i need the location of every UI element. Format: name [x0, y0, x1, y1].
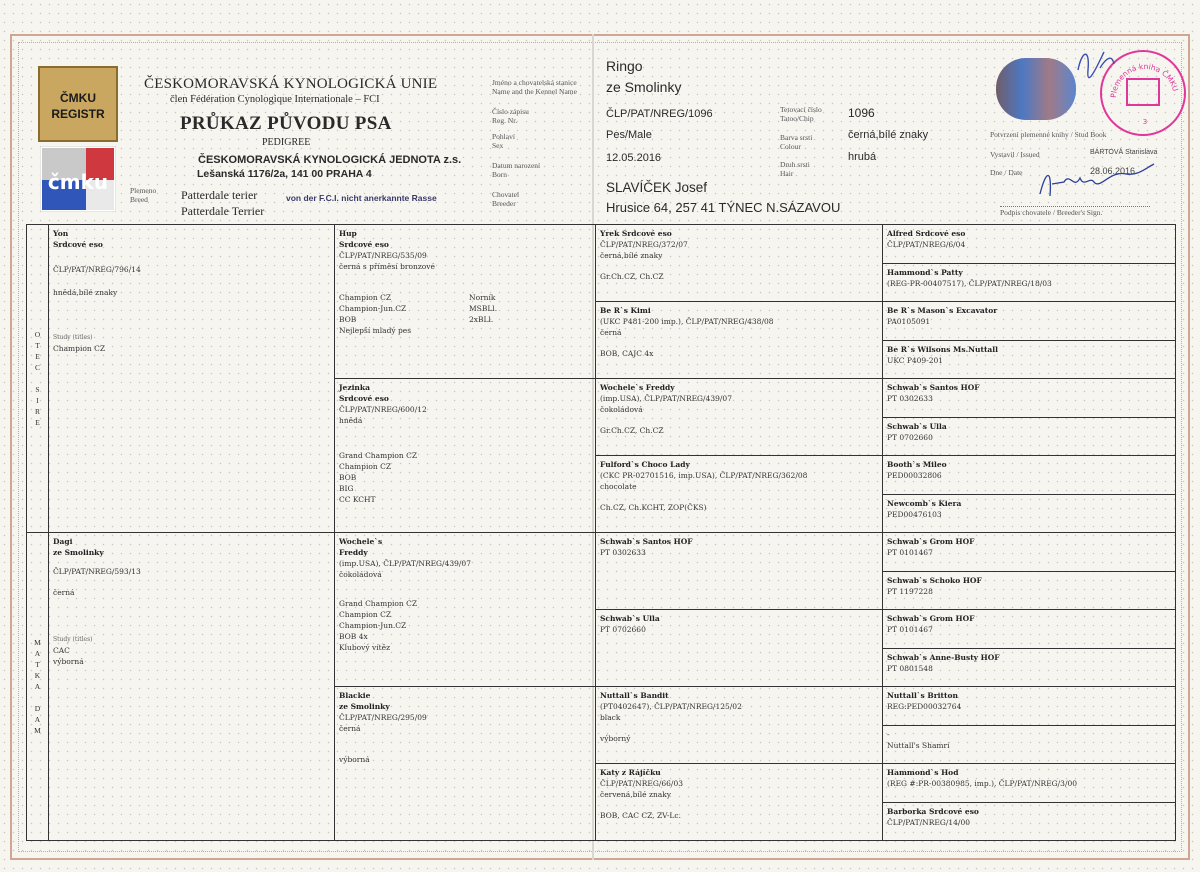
pedigree-table: [26, 224, 1176, 841]
gen4-cell-10: [883, 610, 1176, 649]
gen2-2-title-2: Champion-Jun.CZ: [339, 621, 407, 630]
gen3-1-colour: černá: [600, 328, 622, 337]
sire-name1: Yon: [53, 229, 69, 238]
gen2-2-name1: Wochele`s: [339, 537, 383, 546]
gen4-cell-9: [883, 571, 1176, 610]
gen4-10-reg: PT 0101467: [887, 625, 933, 634]
gen4-cell-13: [883, 725, 1176, 764]
sire-reg: ČLP/PAT/NREG/796/14: [53, 265, 141, 274]
dam-side-label: [27, 533, 49, 841]
gen2-cell-1: [335, 379, 596, 533]
gen3-1-titles: BOB, CAJC 4x: [600, 349, 654, 358]
sire-colour: hnědá,bílé znaky: [53, 288, 118, 297]
gen3-7-reg: ČLP/PAT/NREG/66/03: [600, 779, 684, 788]
gen4-8-reg: PT 0101467: [887, 548, 933, 557]
gen4-2-reg: PA0105091: [887, 317, 931, 326]
label-date: Dne / Date: [990, 168, 1023, 177]
gen2-cell-3: [335, 687, 596, 841]
gen2-3-reg: ČLP/PAT/NREG/295/09: [339, 713, 427, 722]
org-name: ČESKOMORAVSKÁ KYNOLOGICKÁ UNIE: [144, 76, 438, 92]
label-breeder-en: Breeder: [492, 199, 516, 208]
gen4-15-reg: ČLP/PAT/NREG/14/00: [887, 817, 971, 827]
sire-letter: E: [35, 418, 40, 427]
gen4-2-name: Be R`s Mason`s Excavator: [887, 306, 998, 315]
dam-reg: ČLP/PAT/NREG/593/13: [53, 567, 141, 576]
gen4-cell-0: [883, 225, 1176, 264]
gen2-cell-2: [335, 533, 596, 687]
cmku-logo: [40, 146, 116, 212]
gen4-cell-1: [883, 263, 1176, 302]
dam-letter: A: [34, 715, 41, 724]
gen3-3-titles: Ch.CZ, Ch.KCHT, ZOP(ČKS): [600, 503, 707, 512]
dam-titles-2: výborná: [53, 657, 84, 666]
gen4-0-reg: ČLP/PAT/NREG/6/04: [887, 240, 966, 249]
label-tattoo-cz: Tetovací číslo: [780, 105, 822, 114]
fci-member: člen Fédération Cynologique Internationale – FCI: [170, 94, 380, 105]
gen2-1-colour: hnědá: [339, 416, 363, 425]
gen3-0-colour: černá,bílé znaky: [600, 251, 663, 260]
badge-line-1: ČMKU: [60, 91, 96, 105]
dam-letter: A: [34, 682, 41, 691]
gen2-2-title-4: Klubový vítěz: [339, 643, 391, 652]
gen3-0-titles: Gr.Ch.CZ, Ch.CZ: [600, 272, 664, 281]
gen3-6-colour: black: [600, 713, 621, 722]
gen2-2-name2: Freddy: [339, 548, 368, 557]
label-studbook: Potvrzení plemenné knihy / Stud Book: [990, 130, 1107, 139]
sire-letter: E: [35, 352, 40, 361]
gen2-0-title-0: Champion CZ: [339, 293, 392, 302]
sire-letter: C: [34, 363, 40, 372]
dog-born: 12.05.2016: [606, 152, 662, 164]
stamp-signature: [1070, 40, 1120, 90]
gen4-11-reg: PT 0801548: [887, 663, 933, 673]
gen2-0-name1: Hup: [339, 229, 357, 238]
gen2-1-title-2: BOB: [339, 473, 357, 482]
sire-letter: S: [35, 385, 40, 394]
gen2-3-title-0: výborná: [339, 755, 370, 764]
gen3-2-titles: Gr.Ch.CZ, Ch.CZ: [600, 426, 664, 435]
label-hair-en: Hair: [780, 169, 794, 178]
label-name-cz: Jméno a chovatelská stanice: [492, 78, 577, 87]
breeder-address: Hrusice 64, 257 41 TÝNEC N.SÁZAVOU: [606, 200, 841, 215]
gen4-cell-4: [883, 379, 1176, 418]
label-hair-cz: Druh srsti: [780, 160, 810, 169]
gen2-1-title-4: CC KCHT: [339, 495, 376, 504]
gen2-3-colour: černá: [339, 724, 361, 733]
label-colour-cz: Barva srsti: [780, 133, 813, 142]
gen2-1-title-1: Champion CZ: [339, 462, 392, 471]
badge-line-2: REGISTR: [51, 107, 105, 121]
sire-letter: [27, 373, 48, 384]
gen3-3-name: Fulford`s Choco Lady: [600, 460, 690, 469]
issued-by: BÁRTOVÁ Stanislava: [1090, 149, 1158, 156]
dam-letter: M: [34, 638, 41, 647]
label-born-en: Born: [492, 170, 507, 179]
dog-name-line2: ze Smolinky: [606, 79, 682, 95]
gen3-cell-1: [596, 302, 883, 379]
gen4-3-name: Be R`s Wilsons Ms.Nuttall: [887, 344, 998, 354]
gen4-9-reg: PT 1197228: [887, 586, 933, 596]
gen4-7-reg: PED00476103: [887, 509, 942, 519]
gen4-14-reg: (REG #:PR-00380985, imp.), ČLP/PAT/NREG/3/00: [887, 779, 1078, 788]
gen3-cell-0: [596, 225, 883, 302]
gen3-3-reg: (CKC PR-02701516, imp.USA), ČLP/PAT/NREG/362/08: [600, 471, 808, 480]
gen4-8-name: Schwab`s Grom HOF: [887, 537, 975, 546]
gen4-4-reg: PT 0302633: [887, 394, 933, 403]
sire-letters: [27, 329, 48, 428]
dam-colour: černá: [53, 588, 75, 597]
label-colour-en: Colour: [780, 142, 801, 151]
hologram-sticker: [996, 58, 1076, 120]
gen3-7-titles: BOB, CAC CZ, ZV-Lc.: [600, 811, 681, 820]
dam-name1: Dagi: [53, 537, 73, 546]
dog-colour: černá,bílé znaky: [848, 129, 929, 141]
sire-letter: O: [34, 330, 41, 339]
gen4-6-name: Booth`s Mileo: [887, 460, 947, 469]
gen4-cell-3: [883, 340, 1176, 379]
label-sex-cz: Pohlaví: [492, 132, 515, 141]
gen2-0-extra-1: MSBLl.: [469, 304, 498, 313]
label-reg-cz: Číslo zápisu: [492, 107, 529, 116]
label-breeder-sign: Podpis chovatele / Breeder's Sign.: [1000, 206, 1150, 217]
gen2-2-title-0: Grand Champion CZ: [339, 599, 418, 608]
dam-letter: M: [34, 726, 41, 735]
sire-letter: T: [35, 341, 40, 350]
gen2-2-title-3: BOB 4x: [339, 632, 368, 641]
dog-reg: ČLP/PAT/NREG/1096: [606, 108, 713, 120]
sire-titles-label: Study (titles): [53, 334, 93, 341]
gen4-9-name: Schwab`s Schoko HOF: [887, 575, 982, 585]
club-name: ČESKOMORAVSKÁ KYNOLOGICKÁ JEDNOTA z.s.: [198, 154, 462, 166]
logo-text: čmku: [47, 170, 109, 194]
gen3-7-name: Katy z Rájíčku: [600, 768, 661, 777]
dam-cell: [49, 533, 335, 841]
gen3-6-name: Nuttall`s Bandit: [600, 691, 669, 700]
gen3-cell-6: [596, 687, 883, 764]
gen3-0-reg: ČLP/PAT/NREG/372/07: [600, 240, 688, 249]
label-reg-en: Reg. Nr.: [492, 116, 518, 125]
gen4-cell-14: [883, 764, 1176, 803]
breed-label-cz: Plemeno: [130, 186, 157, 195]
gen3-cell-3: [596, 456, 883, 533]
gen4-cell-12: [883, 687, 1176, 726]
dam-titles-1: CAC: [53, 646, 70, 655]
dam-letter: T: [35, 660, 40, 669]
breed-note: von der F.C.I. nicht anerkannte Rasse: [286, 193, 437, 203]
label-born-cz: Datum narození: [492, 161, 541, 170]
gen4-7-name: Newcomb`s Kiera: [887, 498, 962, 508]
breed-en: Patterdale Terrier: [181, 204, 265, 218]
gen4-5-reg: PT 0702660: [887, 432, 933, 442]
gen3-4-name: Schwab`s Santos HOF: [600, 537, 693, 546]
dam-letter: A: [34, 649, 41, 658]
gen3-5-reg: PT 0702660: [600, 625, 646, 634]
dam-letters: [27, 637, 48, 736]
gen4-10-name: Schwab`s Grom HOF: [887, 614, 975, 623]
gen2-3-name2: ze Smolinky: [339, 702, 390, 711]
gen4-5-name: Schwab`s Ulla: [887, 421, 947, 431]
gen4-12-reg: REG:PED00032764: [887, 702, 962, 711]
gen3-2-colour: čokoládová: [600, 405, 643, 414]
gen3-4-reg: PT 0302633: [600, 548, 646, 557]
gen4-4-name: Schwab`s Santos HOF: [887, 383, 980, 392]
gen2-1-name2: Srdcové eso: [339, 394, 389, 403]
label-name-en: Name and the Kennel Name: [492, 87, 577, 96]
gen4-6-reg: PED00032806: [887, 471, 942, 480]
sire-letter: R: [34, 407, 40, 416]
gen3-7-colour: červená,bílé znaky: [600, 790, 672, 799]
sire-letter: I: [36, 396, 39, 405]
dam-name2: ze Smolinky: [53, 548, 104, 557]
cmku-registr-badge: [38, 66, 118, 142]
breeder-name: SLAVÍČEK Josef: [606, 180, 708, 195]
gen3-2-name: Wochele`s Freddy: [600, 383, 675, 392]
gen2-0-colour: černá s příměsí bronzové: [339, 262, 435, 271]
gen2-2-title-1: Champion CZ: [339, 610, 392, 619]
gen4-cell-5: [883, 417, 1176, 456]
gen4-12-name: Nuttall`s Britton: [887, 691, 958, 700]
gen3-cell-5: [596, 610, 883, 687]
gen3-0-name: Yrek Srdcové eso: [600, 229, 672, 238]
dam-titles-label: Study (titles): [53, 636, 93, 643]
dog-name-line1: Ringo: [606, 58, 643, 74]
gen3-1-name: Be R`s Kimi: [600, 306, 651, 315]
gen4-13-name: -: [887, 729, 890, 739]
gen2-0-extra-0: Norník: [469, 293, 496, 302]
gen2-0-name2: Srdcové eso: [339, 240, 389, 249]
gen4-11-name: Schwab`s Anne-Busty HOF: [887, 652, 1000, 662]
gen3-cell-4: [596, 533, 883, 610]
gen4-1-name: Hammond`s Patty: [887, 267, 963, 277]
dam-letter: D: [34, 704, 41, 713]
gen4-cell-8: [883, 533, 1176, 572]
gen4-13-reg: Nuttall's Shamri: [887, 740, 950, 750]
gen4-cell-15: [883, 802, 1176, 841]
gen2-0-title-3: Nejlepší mladý pes: [339, 326, 412, 335]
dam-letter: K: [34, 671, 41, 680]
dog-hair: hrubá: [848, 151, 877, 163]
gen3-5-name: Schwab`s Ulla: [600, 614, 660, 623]
gen4-14-name: Hammond`s Hod: [887, 768, 959, 777]
gen3-3-colour: chocolate: [600, 482, 637, 491]
gen2-0-title-1: Champion-Jun.CZ: [339, 304, 407, 313]
label-breeder-cz: Chovatel: [492, 190, 520, 199]
gen2-cell-0: [335, 225, 596, 379]
document-subtitle: PEDIGREE: [262, 137, 311, 148]
stamp-text: Plemenná kniha ČMKU: [1108, 61, 1181, 99]
breed-cz: Patterdale terier: [181, 188, 258, 202]
stamp-number: 3: [1142, 118, 1148, 126]
gen2-1-title-3: BIG: [339, 484, 354, 493]
gen2-0-extra-2: 2xBLl.: [469, 315, 494, 324]
sire-titles: Champion CZ: [53, 344, 106, 353]
gen3-6-titles: výborný: [600, 734, 631, 743]
gen3-6-reg: (PT0402647), ČLP/PAT/NREG/125/02: [600, 702, 742, 711]
label-issued: Vystavil / Issued: [990, 150, 1040, 159]
gen2-2-reg: (imp.USA), ČLP/PAT/NREG/439/07: [339, 559, 471, 568]
gen3-1-reg: (UKC P481-200 imp.), ČLP/PAT/NREG/438/08: [600, 317, 774, 326]
gen2-0-reg: ČLP/PAT/NREG/535/09: [339, 251, 427, 260]
gen4-cell-7: [883, 494, 1176, 533]
breeder-signature: [1030, 160, 1160, 206]
sire-cell: [49, 225, 335, 533]
dog-sex: Pes/Male: [606, 129, 652, 141]
breed-label-en: Breed: [130, 195, 148, 204]
label-sex-en: Sex: [492, 141, 504, 150]
gen3-2-reg: (imp.USA), ČLP/PAT/NREG/439/07: [600, 394, 732, 403]
gen2-3-name1: Blackie: [339, 691, 371, 700]
document-title: PRŮKAZ PŮVODU PSA: [180, 113, 392, 134]
gen2-1-title-0: Grand Champion CZ: [339, 451, 418, 460]
club-address: Lešanská 1176/2a, 141 00 PRAHA 4: [197, 168, 372, 180]
dam-letter: [27, 692, 48, 703]
gen4-15-name: Barborka Srdcové eso: [887, 806, 979, 816]
issue-date: 28.06.2016: [1090, 166, 1136, 176]
gen4-cell-2: [883, 302, 1176, 341]
gen3-cell-7: [596, 764, 883, 841]
gen4-0-name: Alfred Srdcové eso: [887, 229, 966, 238]
sire-name2: Srdcové eso: [53, 240, 103, 249]
dog-tattoo: 1096: [848, 106, 875, 120]
label-tattoo-en: Tatoo/Chip: [780, 114, 814, 123]
gen4-1-reg: (REG-PR-00407517), ČLP/PAT/NREG/18/03: [887, 278, 1052, 288]
gen4-3-reg: UKC P409-201: [887, 355, 944, 365]
gen2-0-title-2: BOB: [339, 315, 357, 324]
sire-side-label: [27, 225, 49, 533]
gen3-cell-2: [596, 379, 883, 456]
gen2-1-name1: Jezinka: [339, 383, 370, 392]
gen2-1-reg: ČLP/PAT/NREG/600/12: [339, 405, 427, 414]
gen2-2-colour: čokoládová: [339, 570, 382, 579]
gen4-cell-6: [883, 456, 1176, 495]
gen4-cell-11: [883, 648, 1176, 687]
